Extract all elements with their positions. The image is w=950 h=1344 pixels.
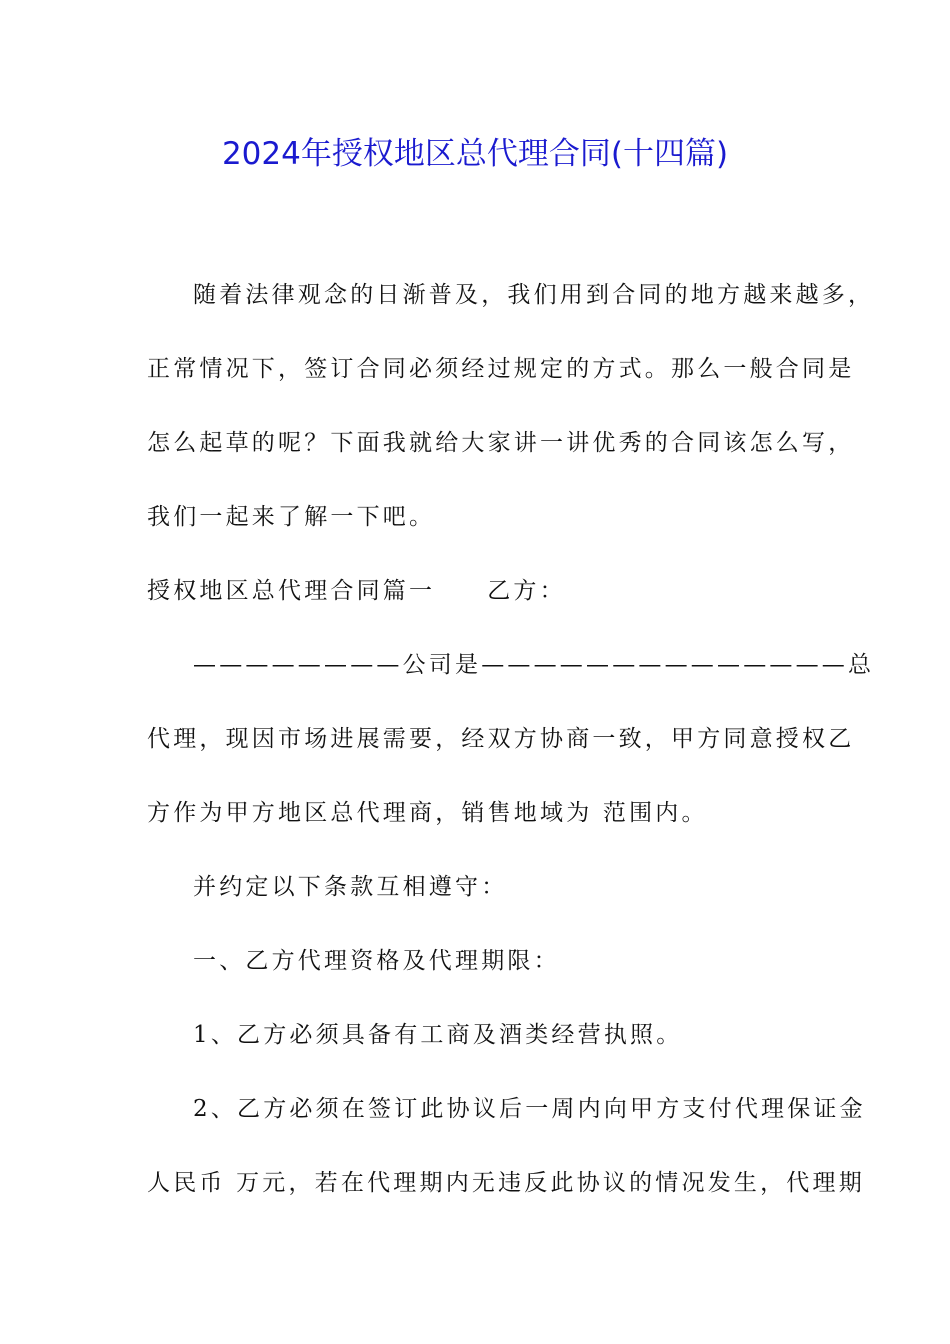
paragraph-line: 并约定以下条款互相遵守： [193, 874, 508, 900]
clause-heading: 一、乙方代理资格及代理期限： [193, 948, 560, 974]
paragraph-line: 随着法律观念的日渐普及，我们用到合同的地方越来越多， [193, 282, 875, 308]
paragraph-line: 方作为甲方地区总代理商，销售地域为 范围内。 [147, 800, 708, 826]
paragraph-line: 正常情况下，签订合同必须经过规定的方式。那么一般合同是 [147, 356, 855, 382]
clause-item: 2、乙方必须在签订此协议后一周内向甲方支付代理保证金 [193, 1096, 866, 1122]
clause-item: 1、乙方必须具备有工商及酒类经营执照。 [193, 1022, 683, 1048]
paragraph-line: 人民币 万元，若在代理期内无违反此协议的情况发生，代理期 [147, 1170, 865, 1196]
paragraph-line: 怎么起草的呢？下面我就给大家讲一讲优秀的合同该怎么写， [147, 430, 855, 456]
paragraph-line: 代理，现因市场进展需要，经双方协商一致，甲方同意授权乙 [147, 726, 855, 752]
party-b-label: 乙方： [487, 578, 566, 604]
document-body [147, 258, 875, 1220]
section-heading-line [147, 554, 812, 628]
section-heading: 授权地区总代理合同篇一 [147, 578, 436, 604]
document-title: 2024年授权地区总代理合同(十四篇) [221, 136, 729, 172]
paragraph-line: 我们一起来了解一下吧。 [147, 504, 436, 530]
paragraph-line: ————————公司是——————————————总 [193, 652, 875, 678]
